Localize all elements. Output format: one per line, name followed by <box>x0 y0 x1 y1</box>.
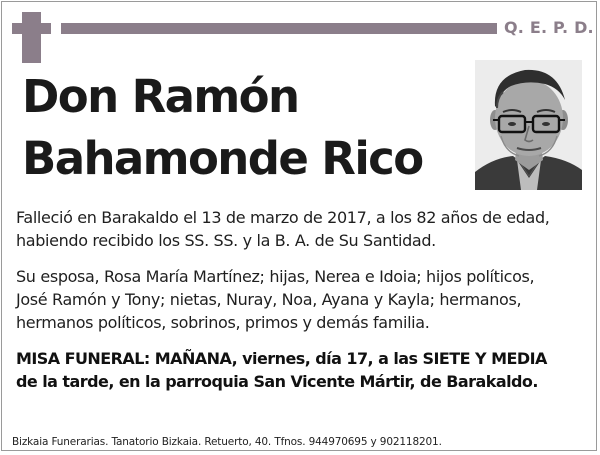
cross-vertical-bar <box>22 12 41 63</box>
qepd-label: Q. E. P. D. <box>504 18 594 37</box>
portrait-photo <box>475 60 582 190</box>
header-rule <box>61 23 497 34</box>
paragraph-line: de la tarde, en la parroquia San Vicente Mártir, de Barakaldo. <box>16 372 538 391</box>
funeral-mass-paragraph <box>16 347 591 393</box>
deceased-name-line-1: Don Ramón <box>22 70 299 123</box>
paragraph-line: habiendo recibido los SS. SS. y la B. A. de Su Santidad. <box>16 231 436 250</box>
cross-horizontal-bar <box>12 23 51 34</box>
obituary-card <box>1 1 597 451</box>
paragraph-line: Su esposa, Rosa María Martínez; hijas, Nerea e Idoia; hijos políticos, <box>16 267 535 286</box>
funeral-home-footer: Bizkaia Funerarias. Tanatorio Bizkaia. Retuerto, 40. Tfnos. 944970695 y 902118201. <box>12 436 442 448</box>
paragraph-line: Falleció en Barakaldo el 13 de marzo de 2017, a los 82 años de edad, <box>16 208 550 227</box>
deceased-name-line-2: Bahamonde Rico <box>22 132 423 185</box>
paragraph-line: MISA FUNERAL: MAÑANA, viernes, día 17, a las SIETE Y MEDIA <box>16 349 547 368</box>
paragraph-line: hermanos políticos, sobrinos, primos y demás familia. <box>16 313 430 332</box>
family-paragraph <box>16 265 591 334</box>
paragraph-line: José Ramón y Tony; nietas, Nuray, Noa, Ayana y Kayla; hermanos, <box>16 290 522 309</box>
death-notice-paragraph <box>16 206 591 252</box>
